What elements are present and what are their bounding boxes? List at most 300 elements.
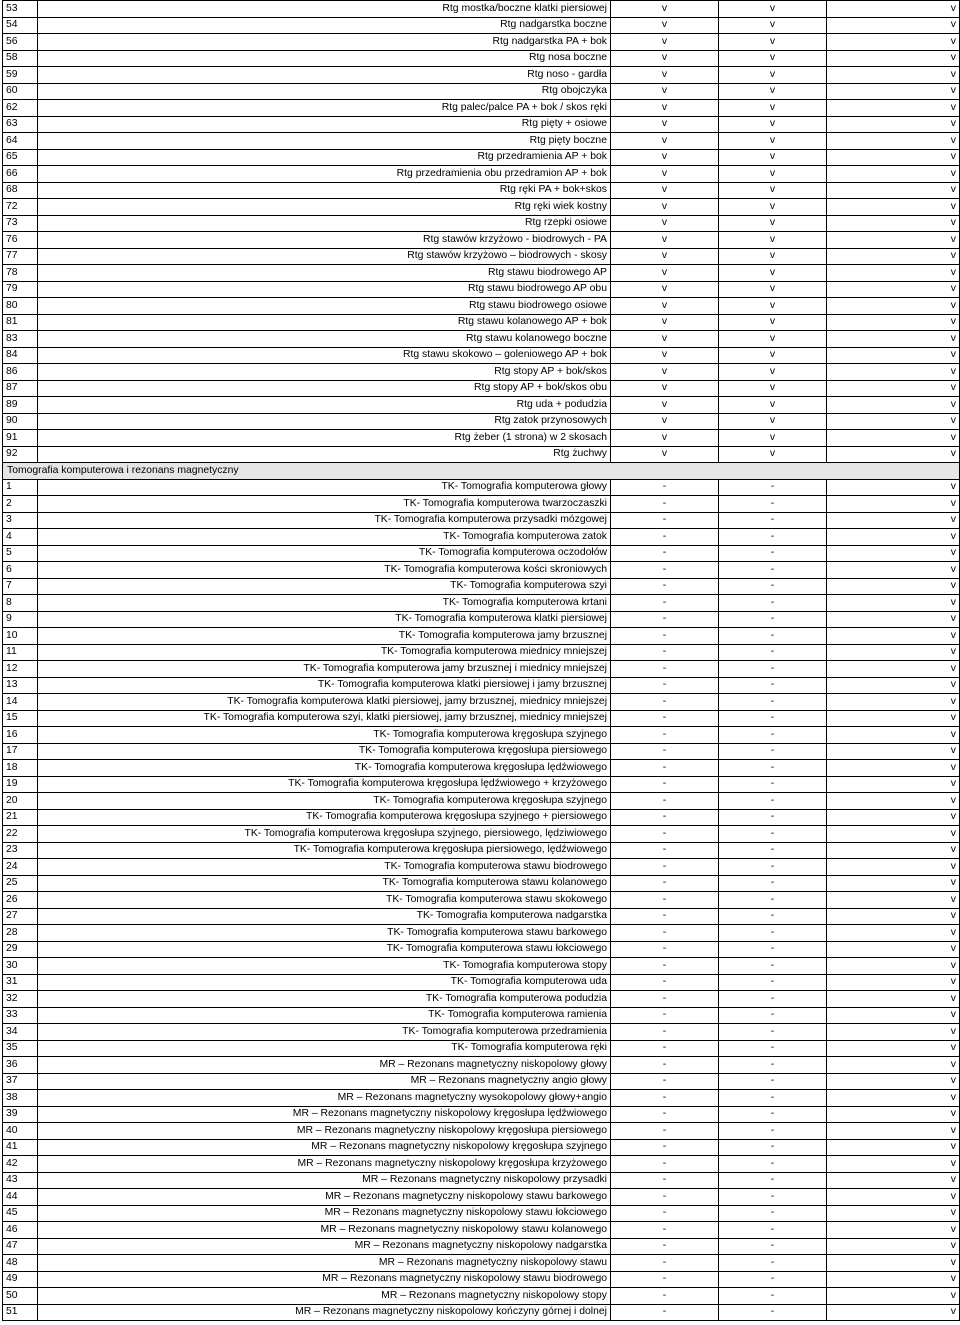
procedure-name: Rtg pięty boczne: [38, 133, 611, 150]
table-row: [3, 314, 960, 331]
procedure-name: Rtg stawów krzyżowo - biodrowych - PA: [38, 232, 611, 249]
procedure-name: TK- Tomografia komputerowa przedramienia: [38, 1024, 611, 1041]
procedure-name: Rtg obojczyka: [38, 83, 611, 100]
column-b-mark: v: [719, 331, 827, 348]
table-row: [3, 430, 960, 447]
column-c-mark: v: [827, 842, 960, 859]
table-row: [3, 859, 960, 876]
column-c-mark: v: [827, 578, 960, 595]
column-b-mark: -: [719, 1238, 827, 1255]
row-number: 92: [3, 446, 38, 463]
column-a-mark: -: [611, 743, 719, 760]
procedure-name: TK- Tomografia komputerowa stawu skokowego: [38, 892, 611, 909]
procedure-name: Rtg zatok przynosowych: [38, 413, 611, 430]
column-b-mark: -: [719, 1288, 827, 1305]
row-number: 13: [3, 677, 38, 694]
table-row: [3, 1156, 960, 1173]
column-a-mark: -: [611, 694, 719, 711]
table-row: [3, 446, 960, 463]
row-number: 65: [3, 149, 38, 166]
column-a-mark: -: [611, 974, 719, 991]
column-b-mark: v: [719, 281, 827, 298]
column-a-mark: -: [611, 628, 719, 645]
column-a-mark: -: [611, 1304, 719, 1321]
table-row: [3, 793, 960, 810]
procedure-name: Rtg stawu biodrowego osiowe: [38, 298, 611, 315]
procedure-name: TK- Tomografia komputerowa kręgosłupa lędźwiowego + krzyżowego: [38, 776, 611, 793]
column-a-mark: -: [611, 842, 719, 859]
table-row: [3, 1040, 960, 1057]
column-b-mark: v: [719, 133, 827, 150]
column-c-mark: v: [827, 859, 960, 876]
procedure-name: TK- Tomografia komputerowa stawu kolanowego: [38, 875, 611, 892]
column-a-mark: -: [611, 529, 719, 546]
column-c-mark: v: [827, 793, 960, 810]
column-a-mark: -: [611, 545, 719, 562]
procedure-name: TK- Tomografia komputerowa zatok: [38, 529, 611, 546]
column-a-mark: -: [611, 578, 719, 595]
column-a-mark: -: [611, 1123, 719, 1140]
row-number: 33: [3, 1007, 38, 1024]
row-number: 31: [3, 974, 38, 991]
column-c-mark: v: [827, 562, 960, 579]
table-row: [3, 578, 960, 595]
column-c-mark: v: [827, 281, 960, 298]
procedure-name: TK- Tomografia komputerowa ramienia: [38, 1007, 611, 1024]
row-number: 43: [3, 1172, 38, 1189]
row-number: 73: [3, 215, 38, 232]
row-number: 84: [3, 347, 38, 364]
row-number: 20: [3, 793, 38, 810]
procedure-name: TK- Tomografia komputerowa klatki piersiowej: [38, 611, 611, 628]
table-row: [3, 826, 960, 843]
procedure-name: TK- Tomografia komputerowa nadgarstka: [38, 908, 611, 925]
row-number: 36: [3, 1057, 38, 1074]
column-a-mark: v: [611, 347, 719, 364]
row-number: 56: [3, 34, 38, 51]
row-number: 79: [3, 281, 38, 298]
column-a-mark: v: [611, 1, 719, 18]
column-c-mark: v: [827, 1205, 960, 1222]
column-a-mark: v: [611, 446, 719, 463]
table-row: [3, 182, 960, 199]
procedure-name: MR – Rezonans magnetyczny niskopolowy kończyny górnej i dolnej: [38, 1304, 611, 1321]
procedure-name: TK- Tomografia komputerowa głowy: [38, 479, 611, 496]
column-a-mark: v: [611, 232, 719, 249]
procedure-name: TK- Tomografia komputerowa uda: [38, 974, 611, 991]
procedure-name: Rtg stawu kolanowego AP + bok: [38, 314, 611, 331]
procedure-name: Rtg ręki PA + bok+skos: [38, 182, 611, 199]
section-header-group: [3, 463, 960, 480]
column-c-mark: v: [827, 991, 960, 1008]
table-row: [3, 298, 960, 315]
procedure-name: TK- Tomografia komputerowa klatki piersiowej, jamy brzusznej, miednicy mniejszej: [38, 694, 611, 711]
column-b-mark: -: [719, 991, 827, 1008]
tk-mr-section: [3, 479, 960, 1321]
table-row: [3, 1057, 960, 1074]
column-b-mark: v: [719, 298, 827, 315]
column-b-mark: v: [719, 265, 827, 282]
procedure-name: TK- Tomografia komputerowa stawu łokciowego: [38, 941, 611, 958]
column-c-mark: v: [827, 727, 960, 744]
column-a-mark: v: [611, 331, 719, 348]
column-c-mark: v: [827, 941, 960, 958]
table-row: [3, 364, 960, 381]
procedure-name: MR – Rezonans magnetyczny niskopolowy głowy: [38, 1057, 611, 1074]
procedure-name: TK- Tomografia komputerowa miednicy mniejszej: [38, 644, 611, 661]
column-c-mark: v: [827, 397, 960, 414]
column-c-mark: v: [827, 677, 960, 694]
table-row: [3, 1271, 960, 1288]
column-c-mark: v: [827, 925, 960, 942]
column-a-mark: v: [611, 248, 719, 265]
column-b-mark: -: [719, 545, 827, 562]
column-b-mark: -: [719, 611, 827, 628]
procedure-name: TK- Tomografia komputerowa podudzia: [38, 991, 611, 1008]
column-c-mark: v: [827, 1255, 960, 1272]
row-number: 60: [3, 83, 38, 100]
column-c-mark: v: [827, 67, 960, 84]
column-c-mark: v: [827, 1189, 960, 1206]
table-row: [3, 908, 960, 925]
column-a-mark: v: [611, 380, 719, 397]
column-c-mark: v: [827, 133, 960, 150]
column-c-mark: v: [827, 908, 960, 925]
column-b-mark: -: [719, 529, 827, 546]
column-b-mark: v: [719, 347, 827, 364]
column-b-mark: v: [719, 248, 827, 265]
table-row: [3, 1123, 960, 1140]
row-number: 66: [3, 166, 38, 183]
column-c-mark: v: [827, 1106, 960, 1123]
column-a-mark: -: [611, 1172, 719, 1189]
column-b-mark: -: [719, 743, 827, 760]
procedure-name: TK- Tomografia komputerowa klatki piersiowej i jamy brzusznej: [38, 677, 611, 694]
procedure-name: TK- Tomografia komputerowa oczodołów: [38, 545, 611, 562]
column-b-mark: v: [719, 100, 827, 117]
column-c-mark: v: [827, 1073, 960, 1090]
column-a-mark: v: [611, 364, 719, 381]
row-number: 3: [3, 512, 38, 529]
table-row: [3, 1007, 960, 1024]
table-row: [3, 595, 960, 612]
column-a-mark: -: [611, 1040, 719, 1057]
column-c-mark: v: [827, 661, 960, 678]
column-b-mark: v: [719, 1, 827, 18]
column-a-mark: -: [611, 644, 719, 661]
column-c-mark: v: [827, 17, 960, 34]
table-row: [3, 496, 960, 513]
column-b-mark: v: [719, 215, 827, 232]
column-a-mark: -: [611, 991, 719, 1008]
column-b-mark: -: [719, 859, 827, 876]
column-b-mark: -: [719, 1139, 827, 1156]
table-row: [3, 17, 960, 34]
procedure-name: MR – Rezonans magnetyczny niskopolowy stawu łokciowego: [38, 1205, 611, 1222]
table-row: [3, 166, 960, 183]
column-a-mark: -: [611, 595, 719, 612]
column-c-mark: v: [827, 298, 960, 315]
procedure-name: MR – Rezonans magnetyczny niskopolowy kręgosłupa szyjnego: [38, 1139, 611, 1156]
procedure-name: Rtg noso - gardła: [38, 67, 611, 84]
column-a-mark: -: [611, 826, 719, 843]
column-b-mark: -: [719, 1106, 827, 1123]
table-row: [3, 628, 960, 645]
column-c-mark: v: [827, 1172, 960, 1189]
table-row: [3, 67, 960, 84]
row-number: 45: [3, 1205, 38, 1222]
procedure-name: Rtg uda + podudzia: [38, 397, 611, 414]
column-c-mark: v: [827, 512, 960, 529]
column-a-mark: -: [611, 793, 719, 810]
column-c-mark: v: [827, 50, 960, 67]
table-row: [3, 133, 960, 150]
column-a-mark: -: [611, 1024, 719, 1041]
column-c-mark: v: [827, 892, 960, 909]
column-c-mark: v: [827, 1156, 960, 1173]
row-number: 28: [3, 925, 38, 942]
procedure-name: MR – Rezonans magnetyczny niskopolowy stopy: [38, 1288, 611, 1305]
table-row: [3, 892, 960, 909]
row-number: 18: [3, 760, 38, 777]
column-a-mark: v: [611, 430, 719, 447]
procedure-name: Rtg żuchwy: [38, 446, 611, 463]
column-b-mark: -: [719, 1304, 827, 1321]
column-c-mark: v: [827, 430, 960, 447]
table-row: [3, 529, 960, 546]
row-number: 39: [3, 1106, 38, 1123]
column-a-mark: -: [611, 1189, 719, 1206]
row-number: 44: [3, 1189, 38, 1206]
column-a-mark: -: [611, 1271, 719, 1288]
column-b-mark: -: [719, 1007, 827, 1024]
column-a-mark: -: [611, 479, 719, 496]
column-b-mark: v: [719, 446, 827, 463]
column-c-mark: v: [827, 1139, 960, 1156]
procedure-name: Rtg przedramienia obu przedramion AP + bok: [38, 166, 611, 183]
row-number: 29: [3, 941, 38, 958]
column-b-mark: -: [719, 661, 827, 678]
column-a-mark: v: [611, 166, 719, 183]
row-number: 50: [3, 1288, 38, 1305]
column-c-mark: v: [827, 364, 960, 381]
procedure-name: Rtg stopy AP + bok/skos obu: [38, 380, 611, 397]
table-row: [3, 875, 960, 892]
column-c-mark: v: [827, 529, 960, 546]
column-a-mark: -: [611, 892, 719, 909]
column-b-mark: -: [719, 1255, 827, 1272]
table-row: [3, 710, 960, 727]
row-number: 87: [3, 380, 38, 397]
table-row: [3, 776, 960, 793]
row-number: 72: [3, 199, 38, 216]
column-b-mark: -: [719, 1024, 827, 1041]
column-a-mark: -: [611, 958, 719, 975]
table-row: [3, 116, 960, 133]
column-b-mark: v: [719, 199, 827, 216]
table-row: [3, 413, 960, 430]
row-number: 59: [3, 67, 38, 84]
table-row: [3, 1106, 960, 1123]
table-row: [3, 925, 960, 942]
row-number: 30: [3, 958, 38, 975]
table-row: [3, 215, 960, 232]
row-number: 46: [3, 1222, 38, 1239]
column-a-mark: -: [611, 1255, 719, 1272]
column-b-mark: -: [719, 1057, 827, 1074]
row-number: 90: [3, 413, 38, 430]
column-b-mark: -: [719, 875, 827, 892]
row-number: 86: [3, 364, 38, 381]
column-b-mark: v: [719, 50, 827, 67]
column-b-mark: -: [719, 908, 827, 925]
row-number: 35: [3, 1040, 38, 1057]
procedure-name: MR – Rezonans magnetyczny niskopolowy nadgarstka: [38, 1238, 611, 1255]
procedure-name: TK- Tomografia komputerowa jamy brzusznej i miednicy mniejszej: [38, 661, 611, 678]
column-b-mark: -: [719, 694, 827, 711]
row-number: 4: [3, 529, 38, 546]
table-row: [3, 1073, 960, 1090]
procedure-name: TK- Tomografia komputerowa kręgosłupa piersiowego: [38, 743, 611, 760]
column-c-mark: v: [827, 1040, 960, 1057]
table-row: [3, 1172, 960, 1189]
row-number: 32: [3, 991, 38, 1008]
column-a-mark: v: [611, 397, 719, 414]
column-c-mark: v: [827, 215, 960, 232]
column-c-mark: v: [827, 1123, 960, 1140]
table-row: [3, 1, 960, 18]
procedure-name: TK- Tomografia komputerowa krtani: [38, 595, 611, 612]
column-c-mark: v: [827, 760, 960, 777]
column-c-mark: v: [827, 875, 960, 892]
procedure-name: Rtg stawów krzyżowo – biodrowych - skosy: [38, 248, 611, 265]
column-c-mark: v: [827, 545, 960, 562]
column-a-mark: -: [611, 776, 719, 793]
table-row: [3, 1189, 960, 1206]
table-row: [3, 1090, 960, 1107]
column-b-mark: v: [719, 166, 827, 183]
row-number: 21: [3, 809, 38, 826]
column-a-mark: v: [611, 182, 719, 199]
row-number: 26: [3, 892, 38, 909]
procedure-name: TK- Tomografia komputerowa twarzoczaszki: [38, 496, 611, 513]
column-c-mark: v: [827, 413, 960, 430]
column-c-mark: v: [827, 1222, 960, 1239]
column-a-mark: v: [611, 100, 719, 117]
row-number: 2: [3, 496, 38, 513]
column-a-mark: v: [611, 17, 719, 34]
row-number: 77: [3, 248, 38, 265]
column-a-mark: v: [611, 116, 719, 133]
table-row: [3, 727, 960, 744]
row-number: 11: [3, 644, 38, 661]
column-c-mark: v: [827, 314, 960, 331]
column-c-mark: v: [827, 743, 960, 760]
column-c-mark: v: [827, 1304, 960, 1321]
column-b-mark: -: [719, 1172, 827, 1189]
column-c-mark: v: [827, 83, 960, 100]
row-number: 9: [3, 611, 38, 628]
table-row: [3, 380, 960, 397]
column-c-mark: v: [827, 446, 960, 463]
row-number: 1: [3, 479, 38, 496]
column-a-mark: -: [611, 1057, 719, 1074]
procedure-name: Rtg żeber (1 strona) w 2 skosach: [38, 430, 611, 447]
column-b-mark: v: [719, 34, 827, 51]
column-c-mark: v: [827, 710, 960, 727]
procedure-name: TK- Tomografia komputerowa kręgosłupa szyjnego + piersiowego: [38, 809, 611, 826]
table-row: [3, 1255, 960, 1272]
procedure-name: Rtg ręki wiek kostny: [38, 199, 611, 216]
procedure-name: TK- Tomografia komputerowa stawu biodrowego: [38, 859, 611, 876]
column-c-mark: v: [827, 644, 960, 661]
column-a-mark: v: [611, 281, 719, 298]
row-number: 34: [3, 1024, 38, 1041]
row-number: 42: [3, 1156, 38, 1173]
column-c-mark: v: [827, 1271, 960, 1288]
column-a-mark: -: [611, 809, 719, 826]
column-b-mark: -: [719, 842, 827, 859]
column-b-mark: -: [719, 710, 827, 727]
column-a-mark: -: [611, 760, 719, 777]
column-c-mark: v: [827, 1024, 960, 1041]
column-c-mark: v: [827, 265, 960, 282]
column-c-mark: v: [827, 182, 960, 199]
column-c-mark: v: [827, 1238, 960, 1255]
column-a-mark: -: [611, 859, 719, 876]
procedure-name: TK- Tomografia komputerowa kręgosłupa lędźwiowego: [38, 760, 611, 777]
column-b-mark: v: [719, 364, 827, 381]
column-c-mark: v: [827, 1007, 960, 1024]
column-b-mark: -: [719, 1222, 827, 1239]
table-row: [3, 809, 960, 826]
column-c-mark: v: [827, 826, 960, 843]
row-number: 12: [3, 661, 38, 678]
row-number: 14: [3, 694, 38, 711]
table-row: [3, 611, 960, 628]
column-a-mark: v: [611, 67, 719, 84]
procedure-name: TK- Tomografia komputerowa kręgosłupa szyjnego: [38, 793, 611, 810]
column-b-mark: -: [719, 628, 827, 645]
procedure-name: MR – Rezonans magnetyczny niskopolowy stawu barkowego: [38, 1189, 611, 1206]
column-b-mark: -: [719, 1205, 827, 1222]
row-number: 38: [3, 1090, 38, 1107]
column-b-mark: -: [719, 793, 827, 810]
column-b-mark: -: [719, 925, 827, 942]
column-a-mark: -: [611, 1222, 719, 1239]
column-c-mark: v: [827, 776, 960, 793]
column-a-mark: v: [611, 413, 719, 430]
row-number: 24: [3, 859, 38, 876]
column-b-mark: v: [719, 17, 827, 34]
procedure-name: MR – Rezonans magnetyczny niskopolowy stawu: [38, 1255, 611, 1272]
table-row: [3, 545, 960, 562]
column-b-mark: v: [719, 232, 827, 249]
row-number: 47: [3, 1238, 38, 1255]
table-row: [3, 562, 960, 579]
procedure-name: TK- Tomografia komputerowa stawu barkowego: [38, 925, 611, 942]
column-b-mark: -: [719, 1271, 827, 1288]
procedure-name: TK- Tomografia komputerowa ręki: [38, 1040, 611, 1057]
column-a-mark: -: [611, 1106, 719, 1123]
column-a-mark: v: [611, 133, 719, 150]
table-row: [3, 974, 960, 991]
column-a-mark: v: [611, 298, 719, 315]
procedure-name: Rtg mostka/boczne klatki piersiowej: [38, 1, 611, 18]
column-a-mark: -: [611, 512, 719, 529]
table-row: [3, 232, 960, 249]
procedure-name: MR – Rezonans magnetyczny niskopolowy stawu kolanowego: [38, 1222, 611, 1239]
